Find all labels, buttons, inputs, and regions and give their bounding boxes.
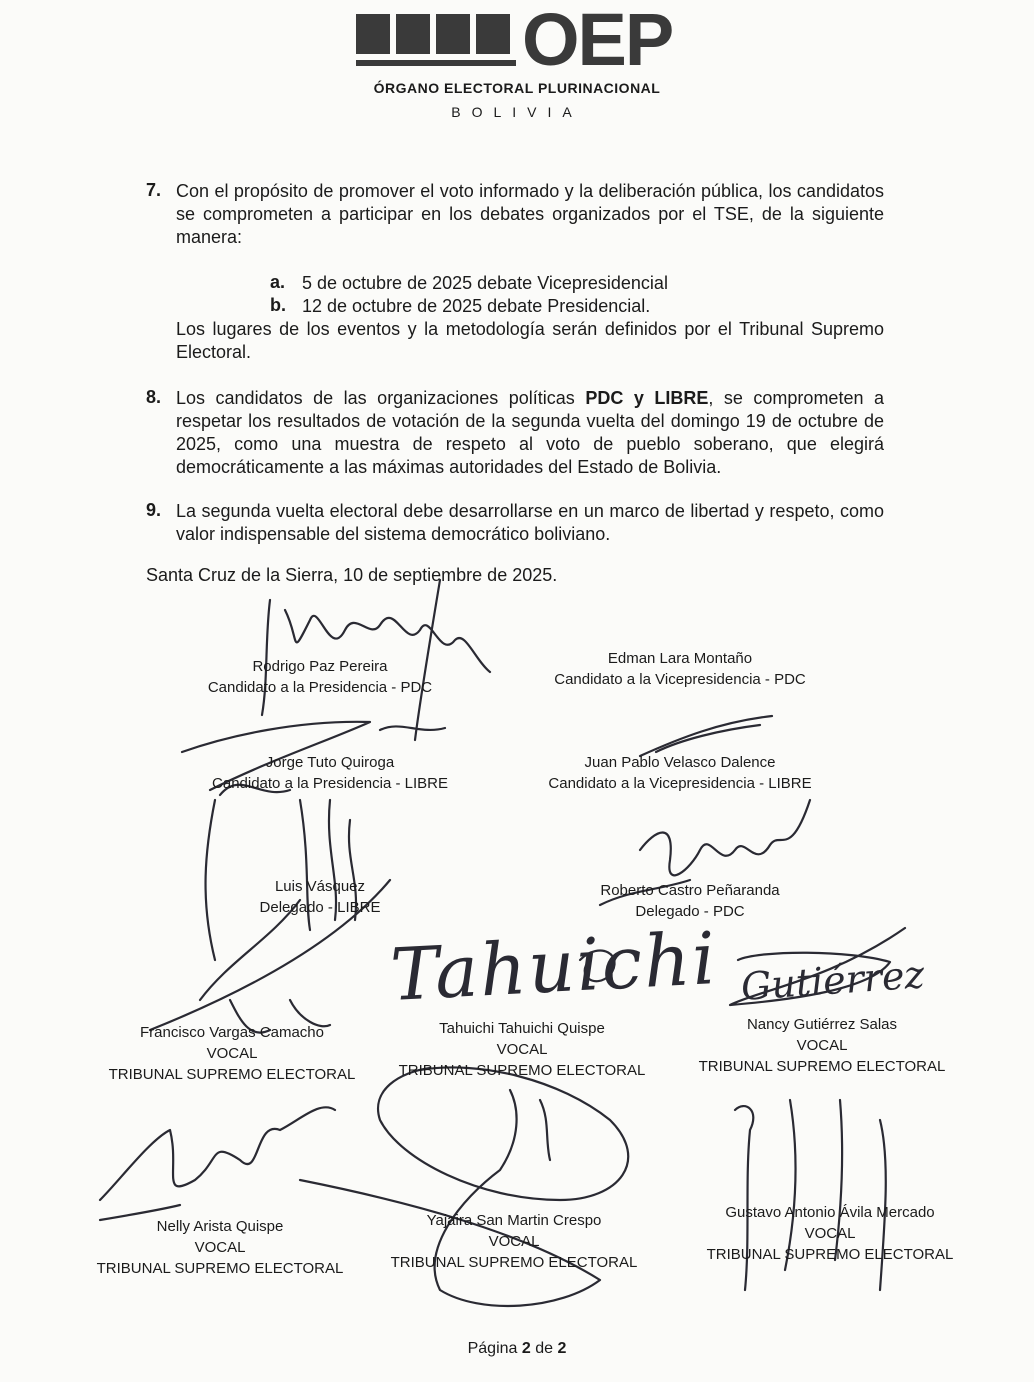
signatory-name: Roberto Castro Peñaranda [600,882,780,899]
signatory-block [690,1202,970,1265]
item-text: Con el propósito de promover el voto informado y la deliberación pública, los candidatos se comprometen a participar en los debates organizados por el TSE, de la siguiente manera: [176,181,884,247]
item-note: Los lugares de los eventos y la metodología serán definidos por el Tribunal Supremo Electoral. [176,319,884,362]
item-number: 9. [146,500,162,520]
signatory-role: Candidato a la Presidencia - PDC [207,679,433,696]
signature-nelly-arista [100,1107,335,1220]
signatory-name: Juan Pablo Velasco Dalence [584,754,776,771]
signatory-block [200,876,440,918]
signature-juan-pablo [640,716,772,756]
signatory-role: Delegado - LIBRE [259,899,381,916]
signatory-block [530,752,830,794]
subitem-letter: a. [270,272,286,292]
signatory-org: TRIBUNAL SUPREMO ELECTORAL [398,1062,646,1079]
signatory-name: Tahuichi Tahuichi Quispe [439,1020,605,1037]
item-text: Los candidatos de las organizaciones políticas PDC y LIBRE, se comprometen a respetar los resultados de votación de la segunda vuelta del domingo 19 de octubre de 2025, como una muestra de respeto al voto de pueblo soberano, que elegirá democráticamente a las máximas autoridades del Estado de Bolivia. [176,388,884,477]
org-name: ÓRGANO ELECTORAL PLURINACIONAL [373,80,661,96]
tahuichi-signature-lettering: Tahuichi [388,915,720,1017]
item-text: La segunda vuelta electoral debe desarrollarse en un marco de libertad y respeto, como valor indispensable del sistema democrático boliviano. [176,501,884,544]
signatory-block [682,1014,962,1077]
signatory-name: Luis Vásquez [274,878,366,895]
logo-text: OEP [522,0,673,81]
signatory-block [560,880,820,922]
logo-bar [356,60,516,66]
signatory-role: VOCAL [804,1225,856,1242]
signatory-name: Edman Lara Montaño [607,650,753,667]
signatory-block [170,656,470,698]
signatory-name: Nelly Arista Quispe [156,1218,284,1235]
signatory-block [382,1018,662,1081]
signatory-block [80,1216,360,1279]
signatory-role: Candidato a la Vicepresidencia - PDC [554,671,806,688]
signatory-org: TRIBUNAL SUPREMO ELECTORAL [390,1254,638,1271]
bold-parties: PDC y LIBRE [585,388,709,408]
signatory-role: VOCAL [496,1041,548,1058]
subitem-letter: b. [270,295,286,315]
signatory-role: VOCAL [796,1037,848,1054]
signatory-role: Candidato a la Presidencia - LIBRE [212,775,448,792]
signatory-block [92,1022,372,1085]
signatory-org: TRIBUNAL SUPREMO ELECTORAL [706,1246,954,1263]
signatory-org: TRIBUNAL SUPREMO ELECTORAL [108,1066,356,1083]
logo-squares [356,14,516,54]
signatory-role: VOCAL [488,1233,540,1250]
signatory-role: Delegado - PDC [635,903,745,920]
signatory-name: Gustavo Antonio Ávila Mercado [725,1204,935,1221]
item-number: 7. [146,180,162,200]
gutierrez-signature-lettering: Gutiérrez [739,952,926,1009]
page-number: Página 2 de 2 [467,1340,567,1357]
subitem-text: 5 de octubre de 2025 debate Vicepresidencial [302,273,668,293]
signatory-name: Nancy Gutiérrez Salas [746,1016,898,1033]
signatory-name: Yajaira San Martin Crespo [426,1212,602,1229]
signature-loop [378,1067,628,1200]
signatory-name: Rodrigo Paz Pereira [252,658,388,675]
signatory-block [520,648,840,690]
signatory-role: VOCAL [206,1045,258,1062]
signatory-role: VOCAL [194,1239,246,1256]
item-number: 8. [146,387,162,407]
signatory-org: TRIBUNAL SUPREMO ELECTORAL [96,1260,344,1277]
signatory-block [180,752,480,794]
country-name: BOLIVIA [451,104,583,120]
signatory-role: Candidato a la Vicepresidencia - LIBRE [548,775,812,792]
signature-nancy-gutierrez [730,928,905,1005]
signatory-name: Jorge Tuto Quiroga [265,754,395,771]
place-date: Santa Cruz de la Sierra, 10 de septiembre de 2025. [146,565,558,585]
signatory-block [374,1210,654,1273]
signatory-org: TRIBUNAL SUPREMO ELECTORAL [698,1058,946,1075]
signatory-name: Francisco Vargas Camacho [140,1024,324,1041]
subitem-text: 12 de octubre de 2025 debate Presidencial. [302,296,651,316]
